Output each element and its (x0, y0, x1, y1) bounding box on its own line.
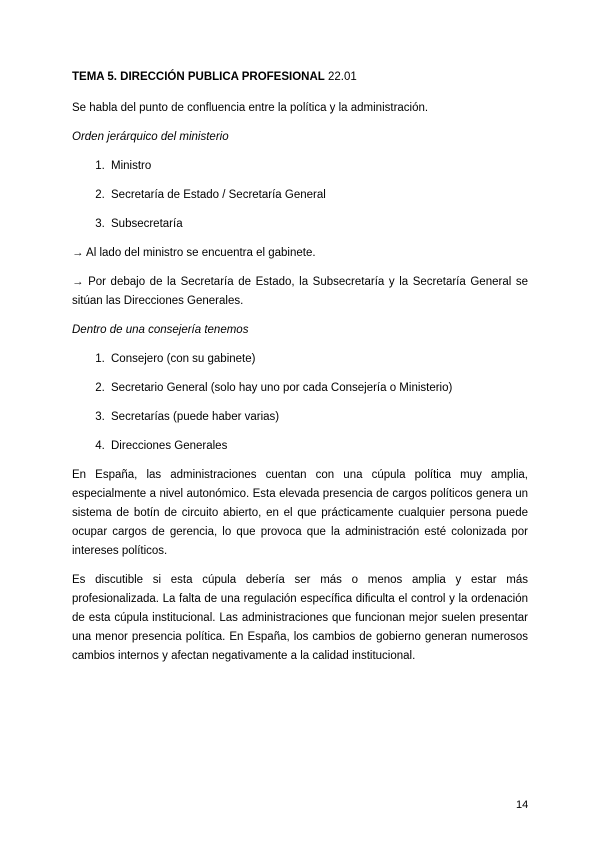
list-item: 1. Consejero (con su gabinete) (108, 350, 528, 369)
section1-heading: Orden jerárquico del ministerio (72, 131, 229, 143)
list-item: 4. Direcciones Generales (108, 437, 528, 456)
list-item: 2. Secretario General (solo hay uno por cada Consejería o Ministerio) (108, 379, 528, 398)
section2-list (72, 350, 528, 456)
document-page (72, 68, 528, 676)
paragraph-cupula: En España, las administraciones cuentan con una cúpula política muy amplia, especialmente a nivel autonómico. Esta elevada presencia de cargos políticos genera un sistema de botín de circuito abierto, en el que prácticamente cualquier persona puede ocupar cargos de gerencia, lo que provoca que la administración esté colonizada por intereses políticos. (72, 469, 528, 557)
note-gabinete: → Al lado del ministro se encuentra el gabinete. (72, 247, 316, 259)
section2-heading: Dentro de una consejería tenemos (72, 324, 249, 336)
page-title (72, 68, 528, 87)
section1-list (72, 157, 528, 234)
list-item: 3. Subsecretaría (108, 215, 528, 234)
intro-paragraph: Se habla del punto de confluencia entre la política y la administración. (72, 102, 429, 114)
list-item: 2. Secretaría de Estado / Secretaría General (108, 186, 528, 205)
title-bold: TEMA 5. DIRECCIÓN PUBLICA PROFESIONAL (72, 71, 325, 83)
list-item: 1. Ministro (108, 157, 528, 176)
note-direcciones: → Por debajo de la Secretaría de Estado, la Subsecretaría y la Secretaría General se sitúan las Direcciones Generales. (72, 276, 528, 307)
paragraph-discutible: Es discutible si esta cúpula debería ser más o menos amplia y estar más profesionalizada. La falta de una regulación específica dificulta el control y la ordenación de esta cúpula institucional. Las administraciones que funcionan mejor suelen presentar una menor presencia política. En España, los cambios de gobierno generan numerosos cambios internos y afectan negativamente a la calidad institucional. (72, 574, 528, 662)
list-item: 3. Secretarías (puede haber varias) (108, 408, 528, 427)
title-date: 22.01 (324, 71, 357, 83)
page-number: 14 (516, 799, 529, 811)
